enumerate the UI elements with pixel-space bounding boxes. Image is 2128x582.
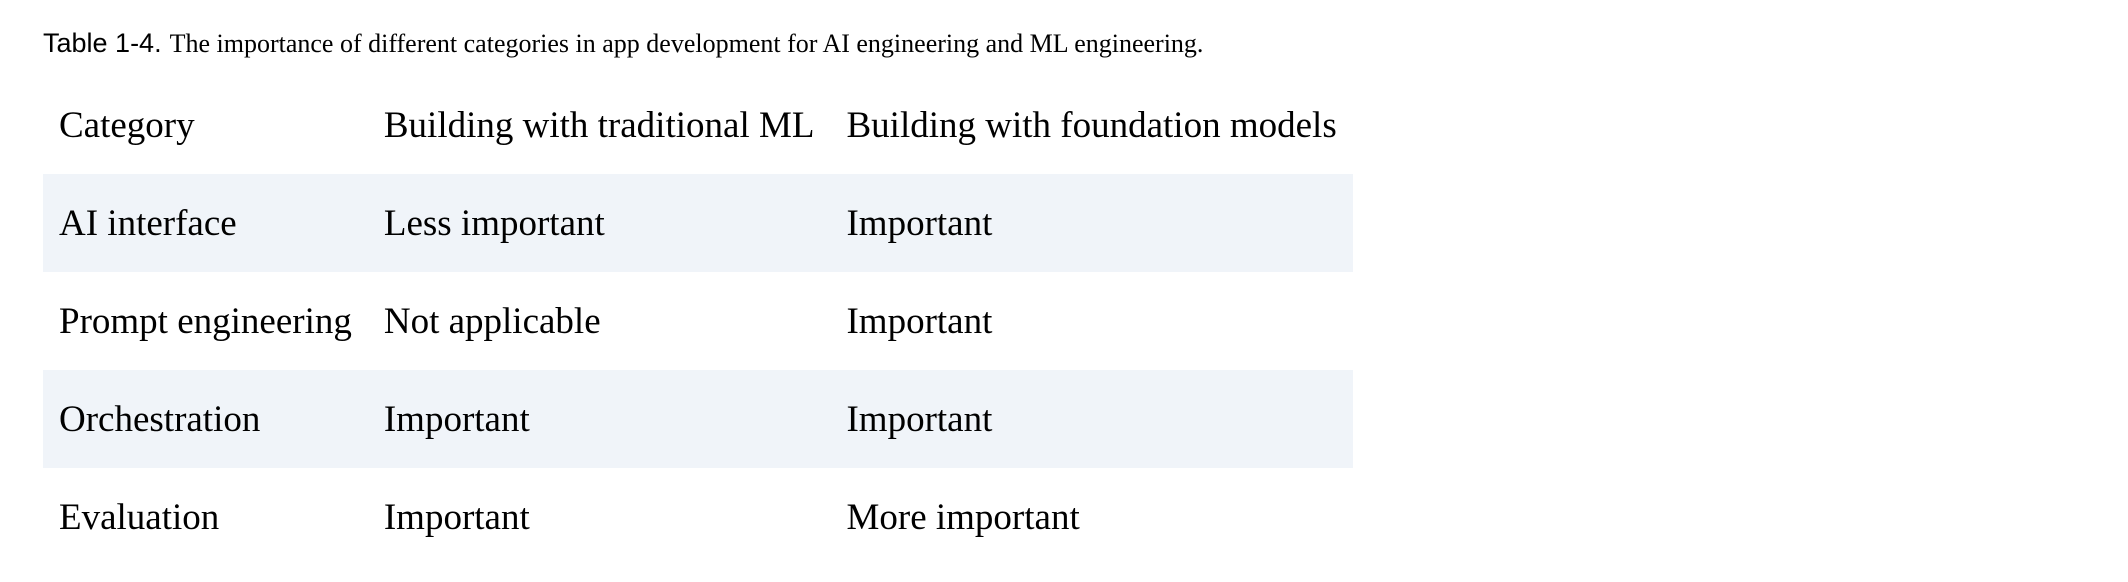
cell-category: Evaluation xyxy=(59,496,220,538)
table-row xyxy=(43,174,1353,272)
cell-foundation-models: Important xyxy=(846,202,993,244)
cell-traditional-ml: Important xyxy=(383,398,530,440)
header-foundation-models: Building with foundation models xyxy=(846,104,1337,146)
cell-traditional-ml: Important xyxy=(383,496,530,538)
table-caption-text: The importance of different categories in app development for AI engineering and ML engineering. xyxy=(169,29,1204,58)
table-row xyxy=(43,272,1353,370)
table-row xyxy=(43,370,1353,468)
cell-category: Orchestration xyxy=(59,398,261,440)
cell-category: AI interface xyxy=(59,202,237,244)
table-caption-label: Table 1-4. xyxy=(43,28,162,58)
table-caption xyxy=(43,28,1203,59)
header-category: Category xyxy=(59,104,195,146)
importance-table xyxy=(43,76,1353,566)
table-row xyxy=(43,468,1353,566)
cell-category: Prompt engineering xyxy=(59,300,352,342)
cell-traditional-ml: Less important xyxy=(383,202,605,244)
cell-traditional-ml: Not applicable xyxy=(383,300,601,342)
cell-foundation-models: Important xyxy=(846,300,993,342)
cell-foundation-models: Important xyxy=(846,398,993,440)
header-traditional-ml: Building with traditional ML xyxy=(383,104,815,146)
cell-foundation-models: More important xyxy=(846,496,1080,538)
table-header-row xyxy=(43,76,1353,174)
